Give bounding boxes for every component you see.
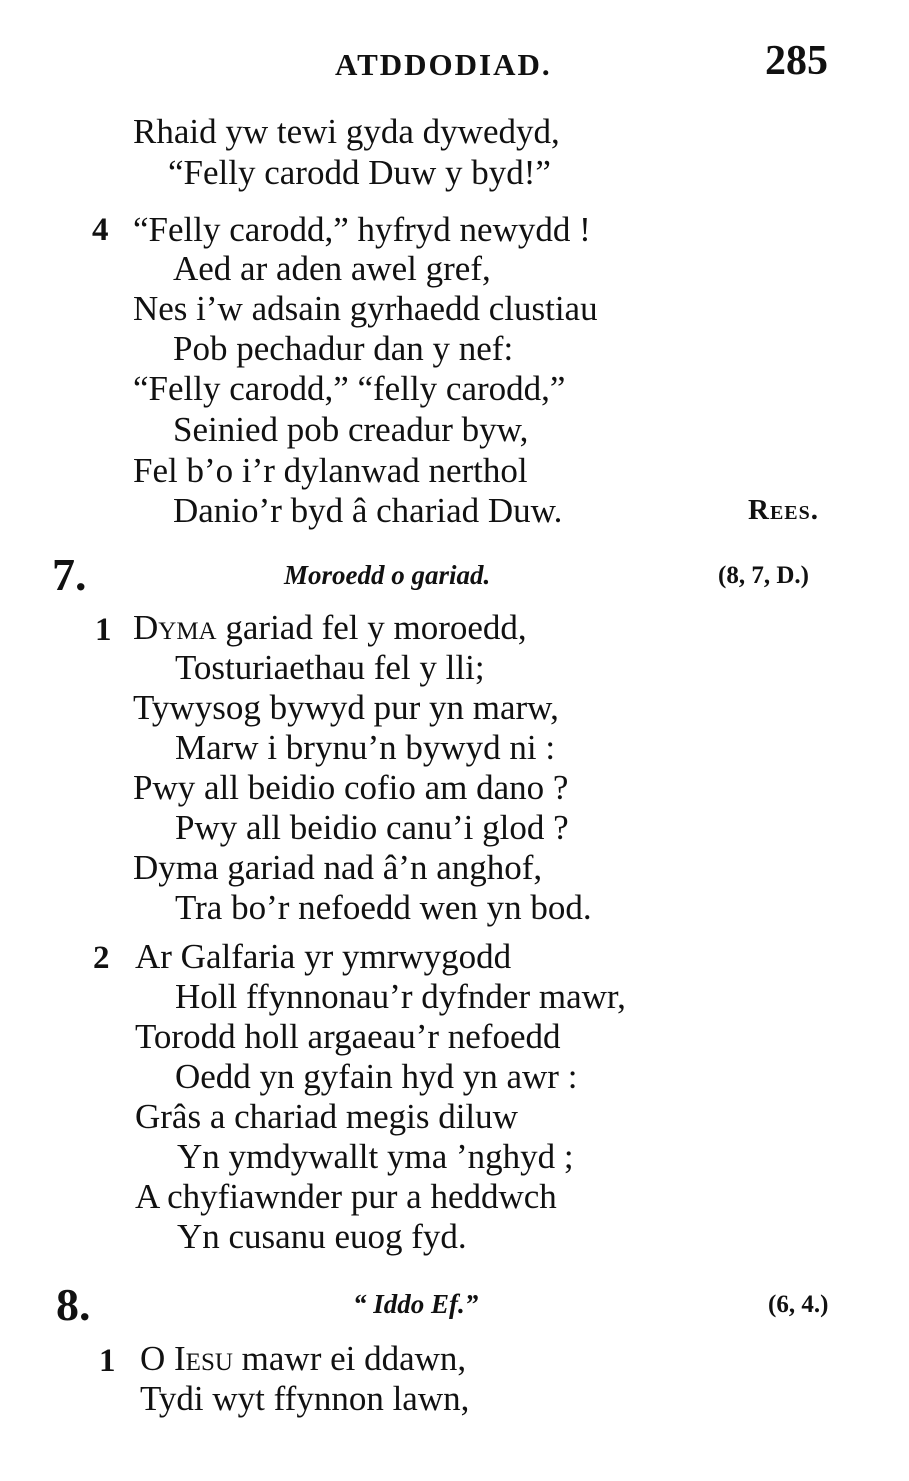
- verse-line: Torodd holl argaeau’r nefoedd: [135, 1017, 561, 1056]
- verse-line: Tywysog bywyd pur yn marw,: [133, 688, 559, 727]
- verse-line: Pob pechadur dan y nef:: [173, 329, 514, 368]
- hymn-title: Moroedd o gariad.: [284, 560, 491, 590]
- verse-line: Tra bo’r nefoedd wen yn bod.: [175, 888, 592, 927]
- verse-line: Pwy all beidio canu’i glod ?: [175, 808, 569, 847]
- hymn-title: “ Iddo Ef.”: [353, 1289, 479, 1319]
- verse-number: 4: [92, 212, 109, 248]
- verse-line: “Felly carodd Duw y byd!”: [168, 153, 551, 192]
- verse-line: “Felly carodd,” hyfryd newydd !: [133, 210, 591, 249]
- hymn-number: 7.: [52, 549, 87, 600]
- verse-line: Rhaid yw tewi gyda dywedyd,: [133, 112, 560, 151]
- verse-line: A chyfiawnder pur a heddwch: [135, 1177, 557, 1216]
- verse-number: 1: [99, 1343, 116, 1379]
- verse-line: Yn cusanu euog fyd.: [177, 1217, 467, 1256]
- verse-line: Seinied pob creadur byw,: [173, 410, 529, 449]
- verse-first-word: Dyma: [133, 608, 217, 647]
- verse-line: Grâs a chariad megis diluw: [135, 1097, 518, 1136]
- verse-line: Tosturiaethau fel y lli;: [175, 648, 485, 687]
- verse-line: Yn ymdywallt yma ’nghyd ;: [177, 1137, 574, 1176]
- verse-first-rest: gariad fel y moroedd,: [216, 608, 527, 647]
- verse-line: Tydi wyt ffynnon lawn,: [140, 1379, 470, 1418]
- verse-first-line: [133, 608, 527, 648]
- verse-first-word: Iesu: [174, 1339, 233, 1378]
- hymn-author: Rees.: [748, 494, 819, 526]
- hymn-number: 8.: [56, 1279, 91, 1330]
- verse-first-line: [140, 1339, 466, 1379]
- hymn-meter: (6, 4.): [768, 1291, 829, 1318]
- verse-line: Marw i brynu’n bywyd ni :: [175, 728, 556, 767]
- verse-line: Dyma gariad nad â’n anghof,: [133, 848, 543, 887]
- verse-line: Fel b’o i’r dylanwad nerthol: [133, 451, 528, 490]
- verse-line: Nes i’w adsain gyrhaedd clustiau: [133, 289, 598, 328]
- verse-line: Oedd yn gyfain hyd yn awr :: [175, 1057, 578, 1096]
- verse-number: 2: [93, 940, 110, 976]
- verse-line: Holl ffynnonau’r dyfnder mawr,: [175, 977, 626, 1016]
- verse-line: Pwy all beidio cofio am dano ?: [133, 768, 569, 807]
- running-title: ATDDODIAD.: [335, 47, 552, 82]
- hymn-meter: (8, 7, D.): [718, 562, 809, 589]
- verse-first-rest: mawr ei ddawn,: [232, 1339, 467, 1378]
- verse-first-pre: O: [140, 1339, 175, 1378]
- page-number: 285: [765, 38, 828, 84]
- verse-line: Aed ar aden awel gref,: [173, 249, 491, 288]
- verse-line: “Felly carodd,” “felly carodd,”: [133, 369, 566, 408]
- verse-number: 1: [95, 612, 112, 648]
- verse-line: Ar Galfaria yr ymrwygodd: [135, 937, 512, 976]
- verse-line: Danio’r byd â chariad Duw.: [173, 491, 563, 530]
